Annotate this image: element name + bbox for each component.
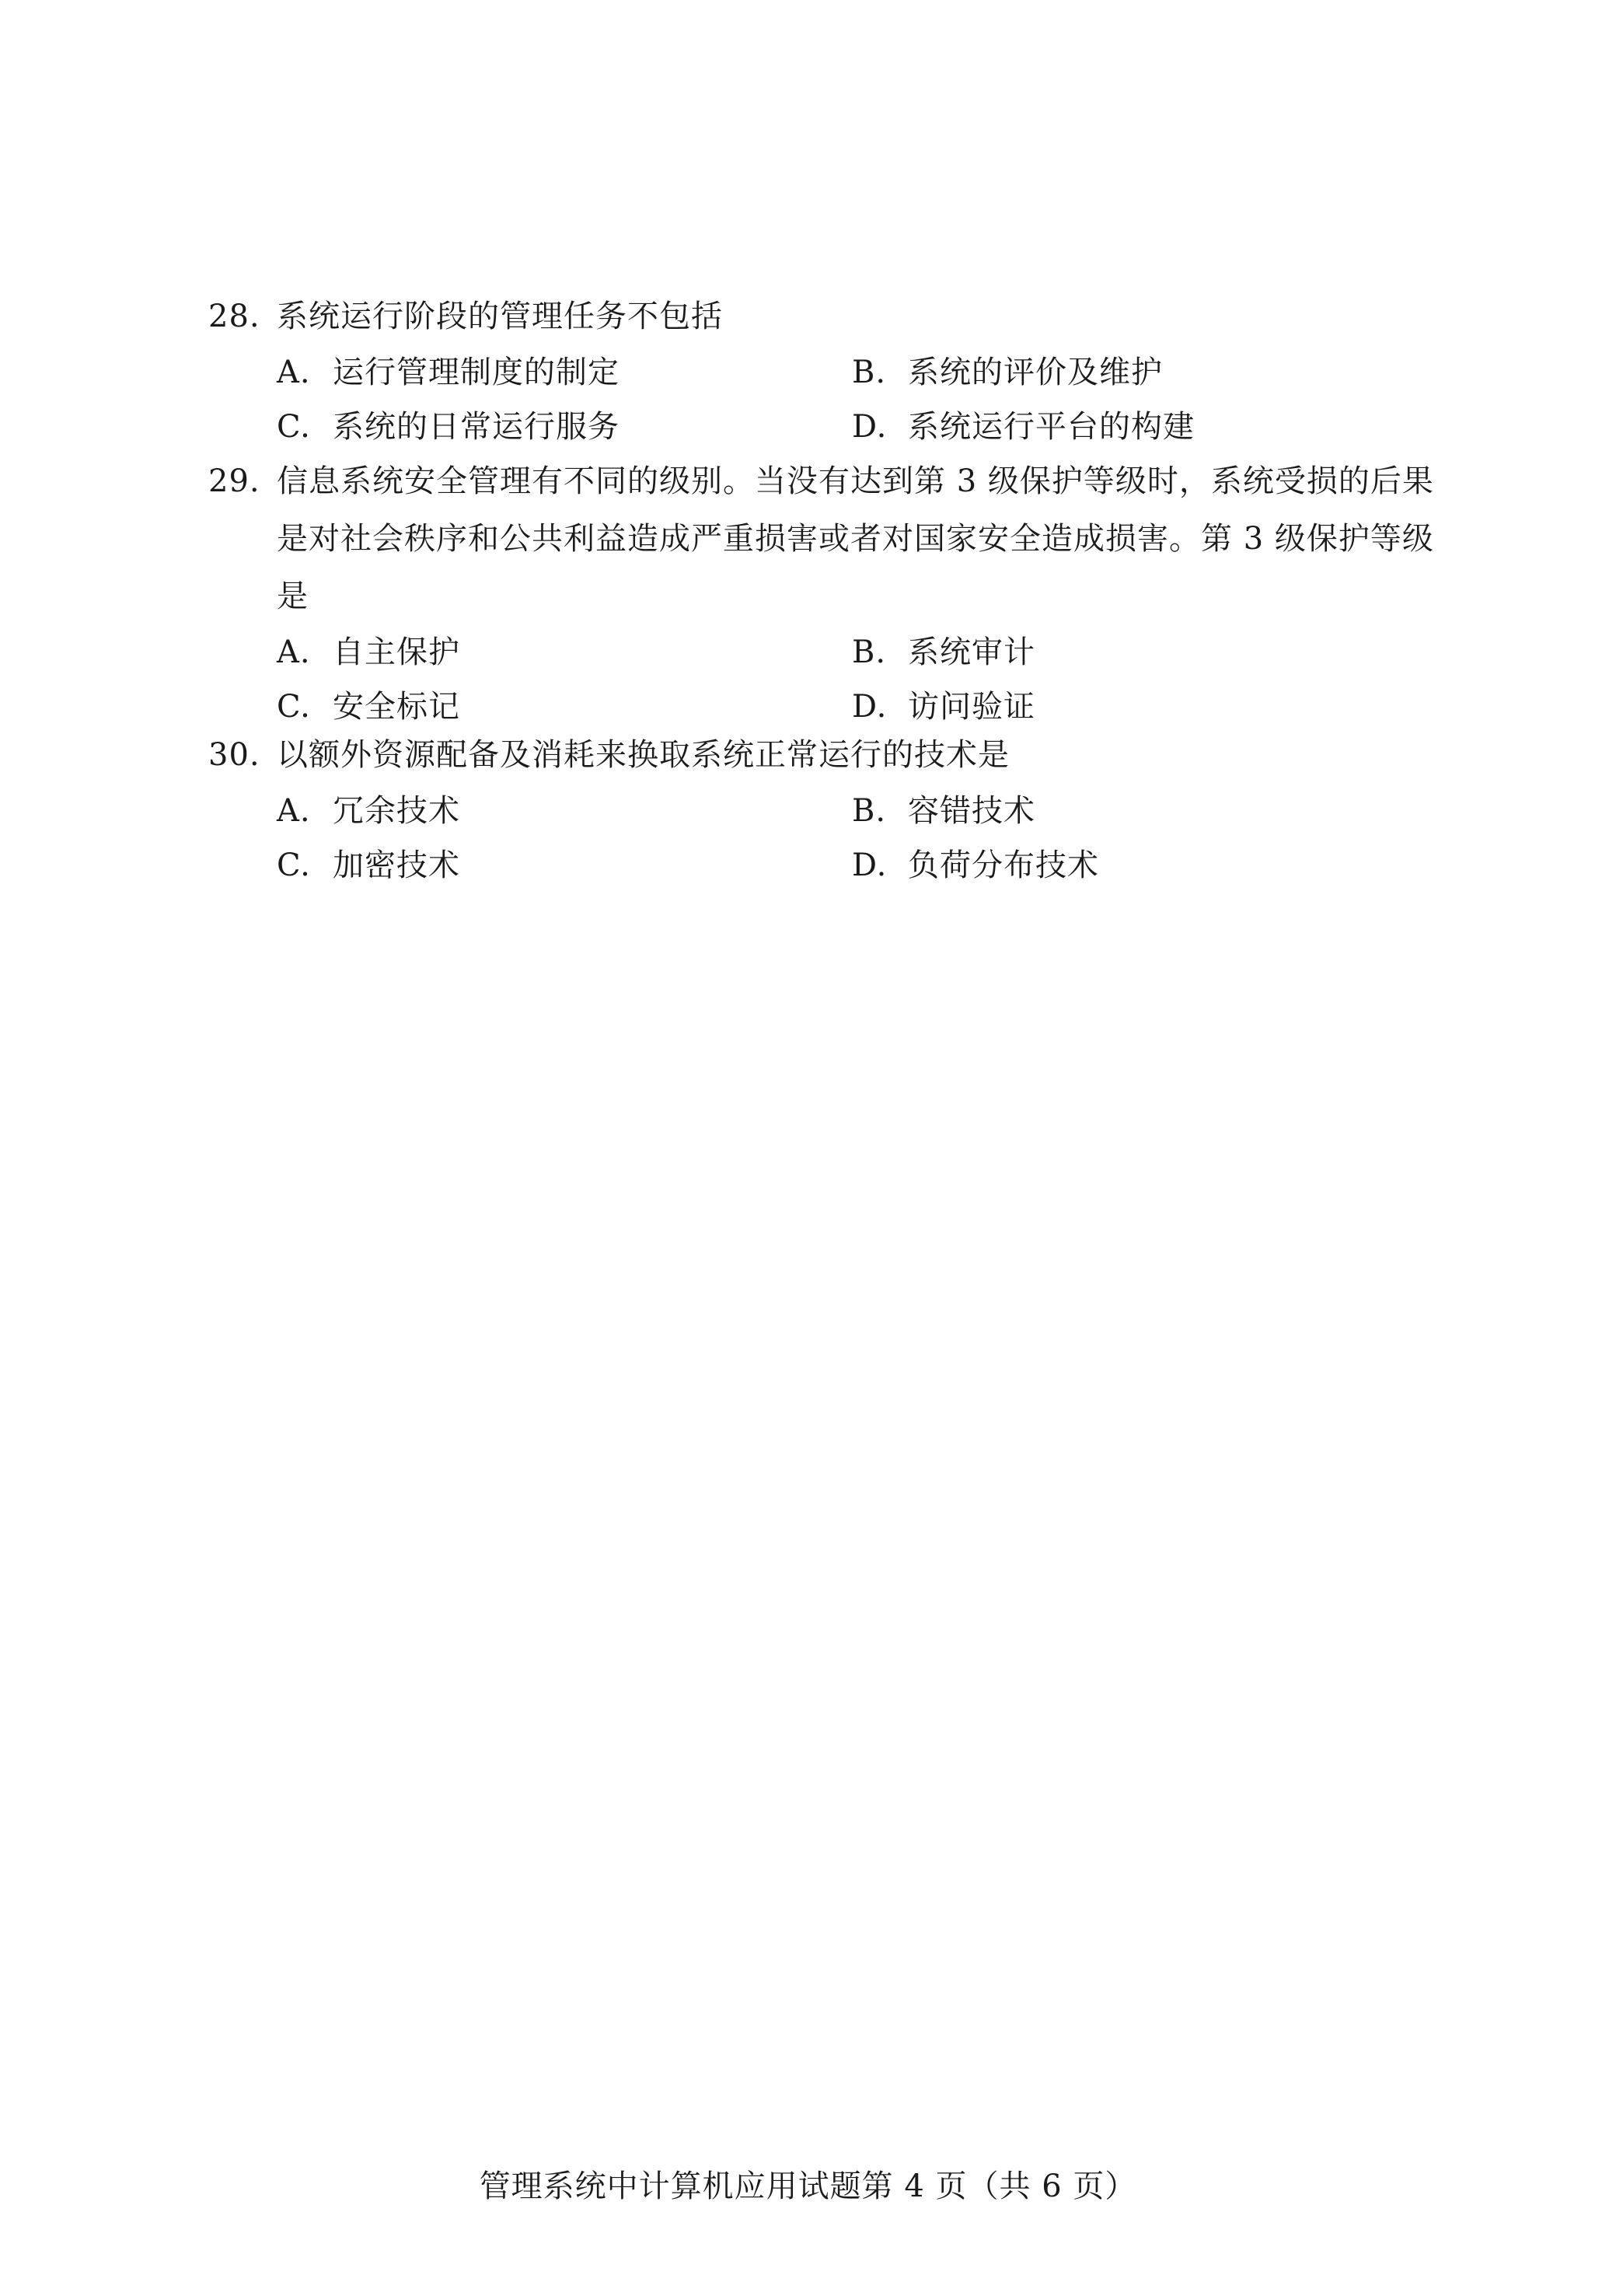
option-text: 系统的日常运行服务 [333,409,620,445]
option-letter: A. [277,793,311,829]
option-text: 安全标记 [333,689,460,725]
option-letter: D. [852,847,888,883]
option-b [852,784,1427,838]
options-grid [277,625,1436,734]
question-stem [208,288,1436,345]
question-29 [208,453,1436,734]
option-letter: A. [277,634,311,670]
option-text: 冗余技术 [333,793,460,829]
question-number: 28. [208,299,260,334]
options-grid [277,784,1436,893]
page-footer: 管理系统中计算机应用试题第 4 页（共 6 页） [479,2168,1137,2204]
option-letter: B. [852,355,887,390]
question-number: 30. [208,737,260,773]
option-letter: C. [277,409,311,445]
option-letter: C. [277,847,311,883]
question-stem [208,453,1436,625]
question-30 [208,726,1436,893]
question-text: 以额外资源配备及消耗来换取系统正常运行的技术是 [277,737,1010,773]
option-text: 系统的评价及维护 [908,355,1163,390]
option-text: 加密技术 [333,847,460,883]
question-28 [208,288,1436,454]
question-stem [208,726,1436,784]
option-letter: C. [277,689,311,725]
option-text: 自主保护 [333,634,460,670]
option-a [277,625,852,680]
option-letter: D. [852,409,888,445]
option-text: 容错技术 [908,793,1035,829]
option-a [277,784,852,838]
question-text: 信息系统安全管理有不同的级别。当没有达到第 3 级保护等级时，系统受损的后果是对社会秩序和公共利益造成严重损害或者对国家安全造成损害。第 3 级保护等级是 [277,463,1434,614]
option-d [852,400,1427,454]
option-b [852,625,1427,680]
option-text: 负荷分布技术 [908,847,1099,883]
option-a [277,345,852,400]
option-text: 访问验证 [908,689,1035,725]
option-b [852,345,1427,400]
option-letter: B. [852,793,887,829]
question-text: 系统运行阶段的管理任务不包括 [277,299,723,334]
option-letter: A. [277,355,311,390]
option-text: 系统运行平台的构建 [908,409,1195,445]
option-c [277,400,852,454]
option-letter: B. [852,634,887,670]
option-c [277,838,852,893]
options-grid [277,345,1436,454]
option-text: 运行管理制度的制定 [333,355,620,390]
option-letter: D. [852,689,888,725]
option-text: 系统审计 [908,634,1035,670]
option-d [852,838,1427,893]
question-number: 29. [208,463,260,499]
